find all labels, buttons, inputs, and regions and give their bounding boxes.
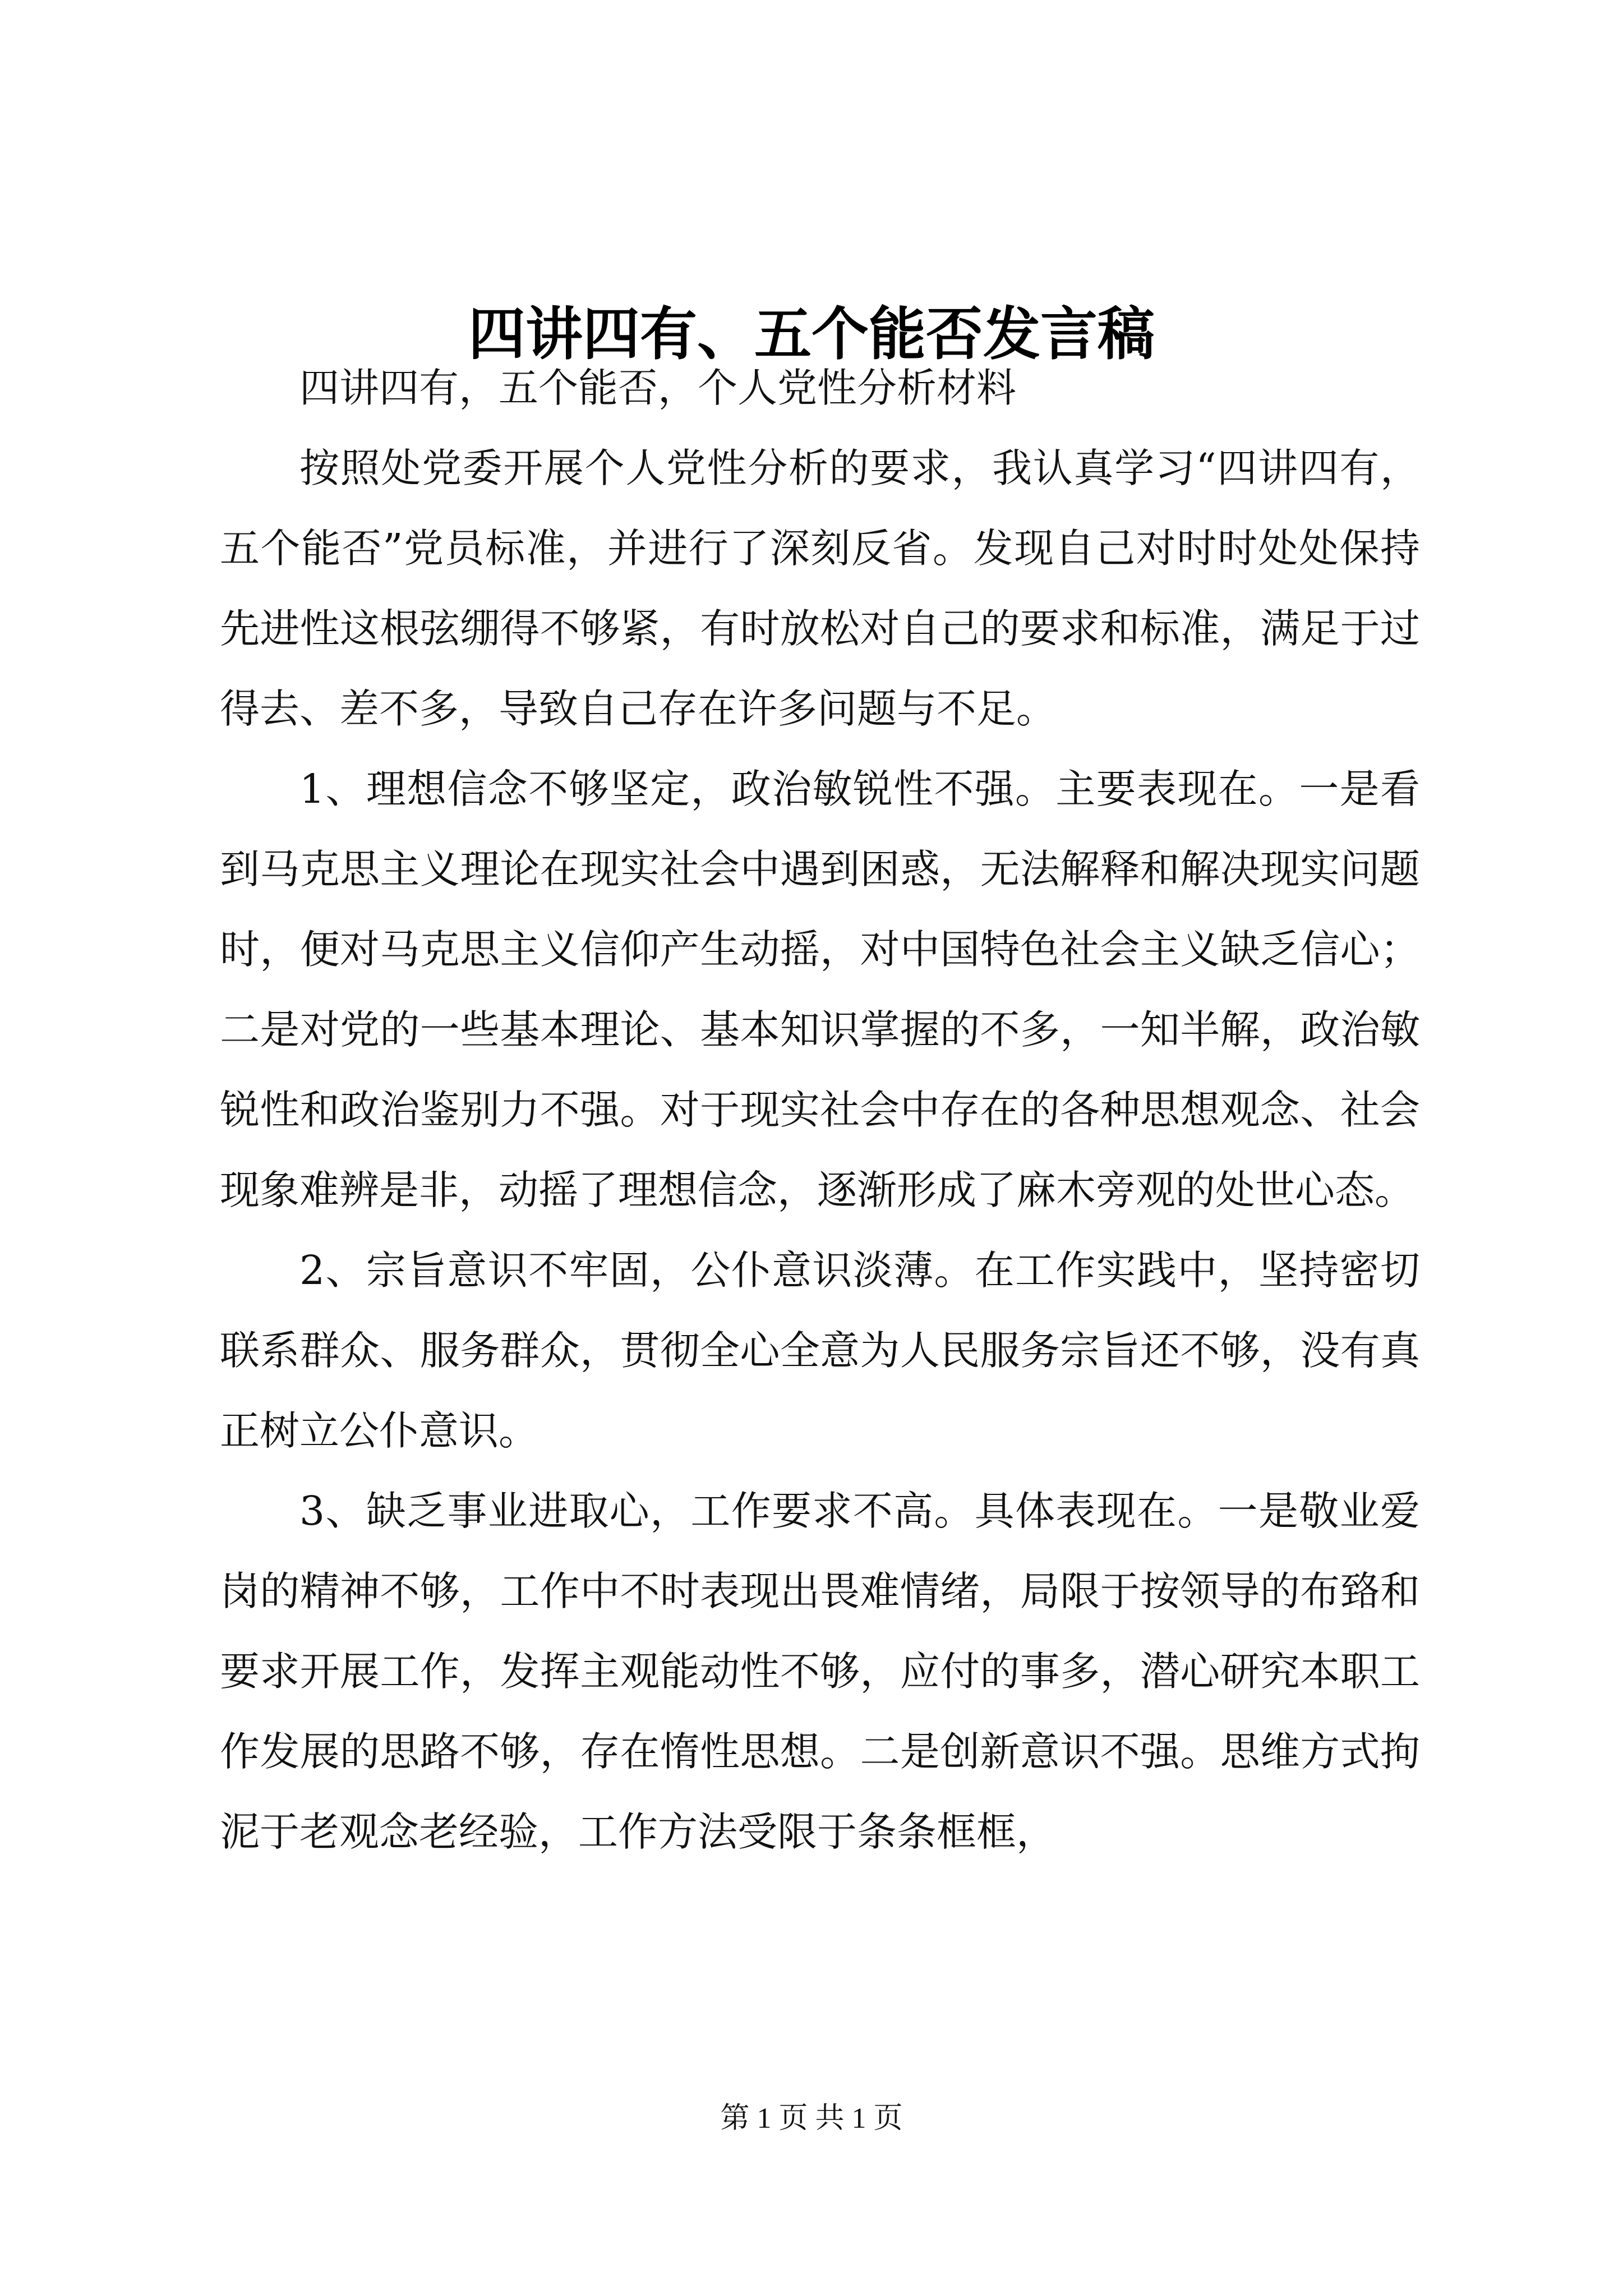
paragraph-intro: 按照处党委开展个人党性分析的要求，我认真学习“四讲四有，五个能否”党员标准，并进行了深刻反省。发现自己对时时处处保持先进性这根弦绷得不够紧，有时放松对自己的要求和标准，满足于过得去、差不多，导致自己存在许多问题与不足。 <box>220 445 1420 732</box>
paragraph-item-2: 2、宗旨意识不牢固，公仆意识淡薄。在工作实践中，坚持密切联系群众、服务群众，贯彻全心全意为人民服务宗旨还不够，没有真正树立公仆意识。 <box>220 1247 1420 1454</box>
document-body <box>220 348 1420 1872</box>
document-title: 四讲四有、五个能否发言稿 <box>468 301 1155 369</box>
paragraph-item-1: 1、理想信念不够坚定，政治敏锐性不强。主要表现在。一是看到马克思主义理论在现实社会中遇到困惑，无法解释和解决现实问题时，便对马克思主义信仰产生动摇，对中国特色社会主义缺乏信心；二是对党的一些基本理论、基本知识掌握的不多，一知半解，政治敏锐性和政治鉴别力不强。对于现实社会中存在的各种思想观念、社会现象难辨是非，动摇了理想信念，逐渐形成了麻木旁观的处世心态。 <box>220 766 1420 1213</box>
paragraph-item-3: 3、缺乏事业进取心，工作要求不高。具体表现在。一是敬业爱岗的精神不够，工作中不时表现出畏难情绪，局限于按领导的布臵和要求开展工作，发挥主观能动性不够，应付的事多，潜心研究本职工作发展的思路不够，存在惰性思想。二是创新意识不强。思维方式拘泥于老观念老经验，工作方法受限于条条框框， <box>220 1488 1420 1855</box>
page-number-footer: 第 1 页 共 1 页 <box>720 2102 903 2134</box>
paragraph-subtitle: 四讲四有，五个能否，个人党性分析材料 <box>299 365 1017 411</box>
